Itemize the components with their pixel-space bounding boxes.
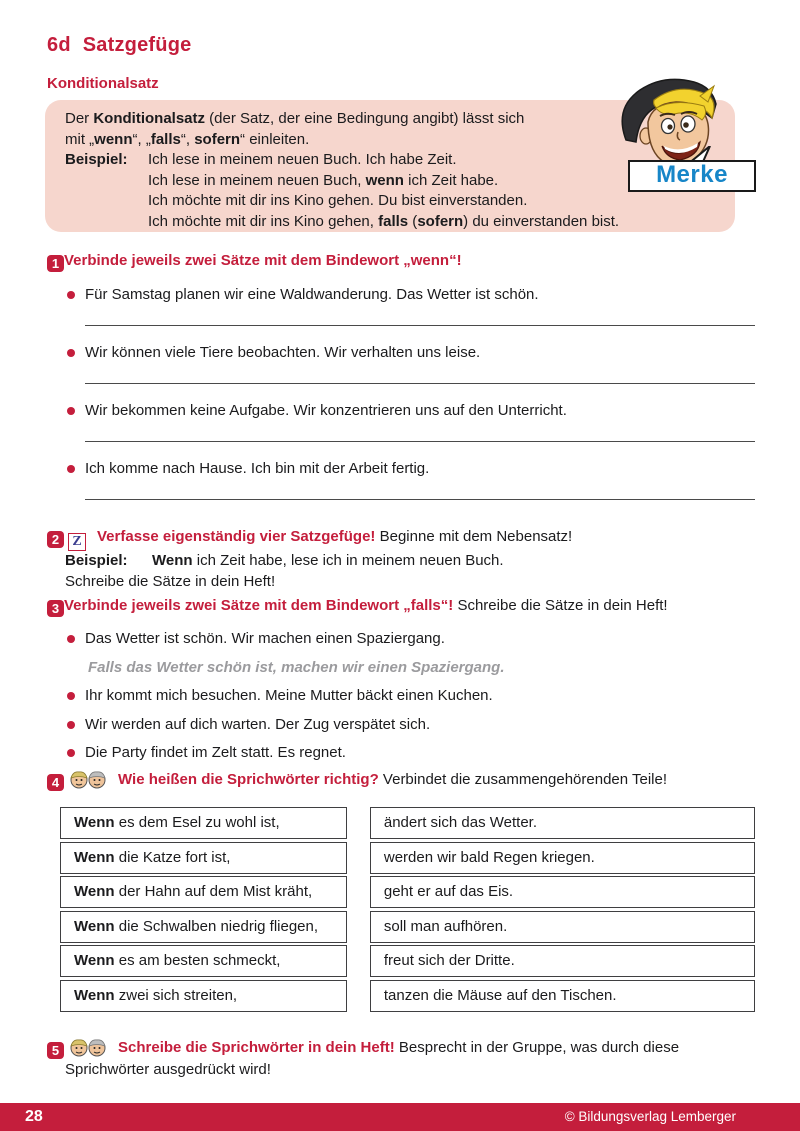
list-item: Wir bekommen keine Aufgabe. Wir konzentrieren uns auf den Unterricht. xyxy=(47,402,755,420)
list-item: Ich komme nach Hause. Ich bin mit der Arbeit fertig. xyxy=(47,460,755,478)
exercise-5-title: Schreibe die Sprichwörter in dein Heft! xyxy=(118,1039,395,1056)
footer-bar xyxy=(0,1103,800,1131)
proverb-right-cell[interactable]: geht er auf das Eis. xyxy=(370,876,755,908)
info-line-beispiel: Beispiel: Ich lese in meinem neuen Buch. Ich habe Zeit. xyxy=(65,150,735,171)
extra-task-z-icon: Z xyxy=(68,533,86,551)
proverb-right-cell[interactable]: tanzen die Mäuse auf den Tischen. xyxy=(370,980,755,1012)
exercise-3-title: Verbinde jeweils zwei Sätze mit dem Bindewort „falls“! xyxy=(64,597,454,614)
proverb-right-cell[interactable]: werden wir bald Regen kriegen. xyxy=(370,842,755,874)
exercise-1-number-badge: 1 xyxy=(47,255,64,272)
copyright-text: © Bildungsverlag Lemberger xyxy=(564,1109,736,1124)
list-item: Das Wetter ist schön. Wir machen einen Spaziergang. xyxy=(47,630,755,648)
proverb-right-cell[interactable]: freut sich der Dritte. xyxy=(370,945,755,977)
exercise-1 xyxy=(47,252,755,518)
info-line: Ich möchte mit dir ins Kino gehen, falls (sofern) du einverstanden bist. xyxy=(148,212,620,230)
bullet-icon xyxy=(67,692,75,700)
info-line: Ich lese in meinem neuen Buch, wenn ich Zeit habe. xyxy=(148,171,499,189)
exercise-4-title: Wie heißen die Sprichwörter richtig? xyxy=(118,771,379,788)
exercise-1-title: Verbinde jeweils zwei Sätze mit dem Bindewort „wenn“! xyxy=(64,252,462,269)
proverb-left-cell[interactable]: Wenn der Hahn auf dem Mist kräht, xyxy=(60,876,347,908)
list-item: Für Samstag planen wir eine Waldwanderung. Das Wetter ist schön. xyxy=(47,286,755,304)
exercise-2 xyxy=(47,528,755,592)
proverb-right-cell[interactable]: ändert sich das Wetter. xyxy=(370,807,755,839)
exercise-4-number-badge: 4 xyxy=(47,774,64,791)
list-item: Die Party findet im Zelt statt. Es regnet. xyxy=(47,744,755,762)
info-line: Der Konditionalsatz (der Satz, der eine Bedingung angibt) lässt sich xyxy=(65,110,525,127)
page-title xyxy=(47,34,191,57)
exercise-3 xyxy=(47,597,755,773)
list-item: Ihr kommt mich besuchen. Meine Mutter bäckt einen Kuchen. xyxy=(47,687,755,705)
exercise-2-instruction: Beginne mit dem Nebensatz! xyxy=(379,528,573,545)
proverb-matching-table xyxy=(47,807,755,1014)
proverb-left-cell[interactable]: Wenn die Schwalben niedrig fliegen, xyxy=(60,911,347,943)
exercise-4 xyxy=(47,769,755,1014)
example-answer: Falls das Wetter schön ist, machen wir einen Spaziergang. xyxy=(88,658,505,676)
exercise-2-note: Schreibe die Sätze in dein Heft! xyxy=(65,572,276,590)
exercise-1-header xyxy=(47,252,755,272)
partner-work-icon xyxy=(68,1037,108,1057)
merke-character xyxy=(608,74,760,196)
exercise-2-header xyxy=(47,528,755,551)
bullet-icon xyxy=(67,291,75,299)
exercise-4-header xyxy=(47,769,755,791)
section-subtitle: Konditionalsatz xyxy=(47,75,159,92)
exercise-5-instruction: Besprecht in der Gruppe, was durch diese Sprichwörter ausgedrückt wird! xyxy=(65,1039,680,1078)
writing-line[interactable] xyxy=(85,325,755,326)
exercise-5-number-badge: 5 xyxy=(47,1042,64,1059)
bullet-icon xyxy=(67,349,75,357)
info-line: Ich möchte mit dir ins Kino gehen. Du bist einverstanden. xyxy=(148,192,528,209)
proverb-right-cell[interactable]: soll man aufhören. xyxy=(370,911,755,943)
partner-work-icon xyxy=(68,769,108,789)
bullet-icon xyxy=(67,635,75,643)
bullet-icon xyxy=(67,721,75,729)
lesson-title: Satzgefüge xyxy=(82,34,192,56)
bullet-icon xyxy=(67,465,75,473)
proverb-left-column xyxy=(60,807,347,1014)
proverb-left-cell[interactable]: Wenn die Katze fort ist, xyxy=(60,842,347,874)
exercise-3-instruction: Schreibe die Sätze in dein Heft! xyxy=(457,597,668,614)
writing-line[interactable] xyxy=(85,441,755,442)
writing-line[interactable] xyxy=(85,499,755,500)
page-number: 28 xyxy=(25,1108,43,1125)
exercise-2-number-badge: 2 xyxy=(47,531,64,548)
proverb-right-column xyxy=(370,807,755,1014)
writing-line[interactable] xyxy=(85,383,755,384)
bullet-icon xyxy=(67,407,75,415)
exercise-2-title: Verfasse eigenständig vier Satzgefüge! xyxy=(97,528,376,545)
merke-sign xyxy=(628,160,756,192)
lesson-code: 6d xyxy=(47,34,71,56)
merke-label: Merke xyxy=(656,161,728,188)
proverb-left-cell[interactable]: Wenn es dem Esel zu wohl ist, xyxy=(60,807,347,839)
beispiel-label: Beispiel: xyxy=(65,552,128,569)
proverb-left-cell[interactable]: Wenn es am besten schmeckt, xyxy=(60,945,347,977)
list-item: Wir werden auf dich warten. Der Zug verspätet sich. xyxy=(47,716,755,734)
exercise-3-number-badge: 3 xyxy=(47,600,64,617)
list-item: Wir können viele Tiere beobachten. Wir verhalten uns leise. xyxy=(47,344,755,362)
exercise-2-beispiel: Beispiel: Wenn ich Zeit habe, lese ich in meinem neuen Buch. xyxy=(47,551,755,572)
beispiel-label: Beispiel: xyxy=(65,151,128,168)
boy-character-illustration xyxy=(612,74,744,170)
exercise-3-header xyxy=(47,597,755,617)
exercise-4-instruction: Verbindet die zusammengehörenden Teile! xyxy=(382,771,668,788)
exercise-5 xyxy=(51,1037,757,1080)
info-line: mit „wenn“, „falls“, sofern“ einleiten. xyxy=(65,130,310,148)
bullet-icon xyxy=(67,749,75,757)
proverb-left-cell[interactable]: Wenn zwei sich streiten, xyxy=(60,980,347,1012)
